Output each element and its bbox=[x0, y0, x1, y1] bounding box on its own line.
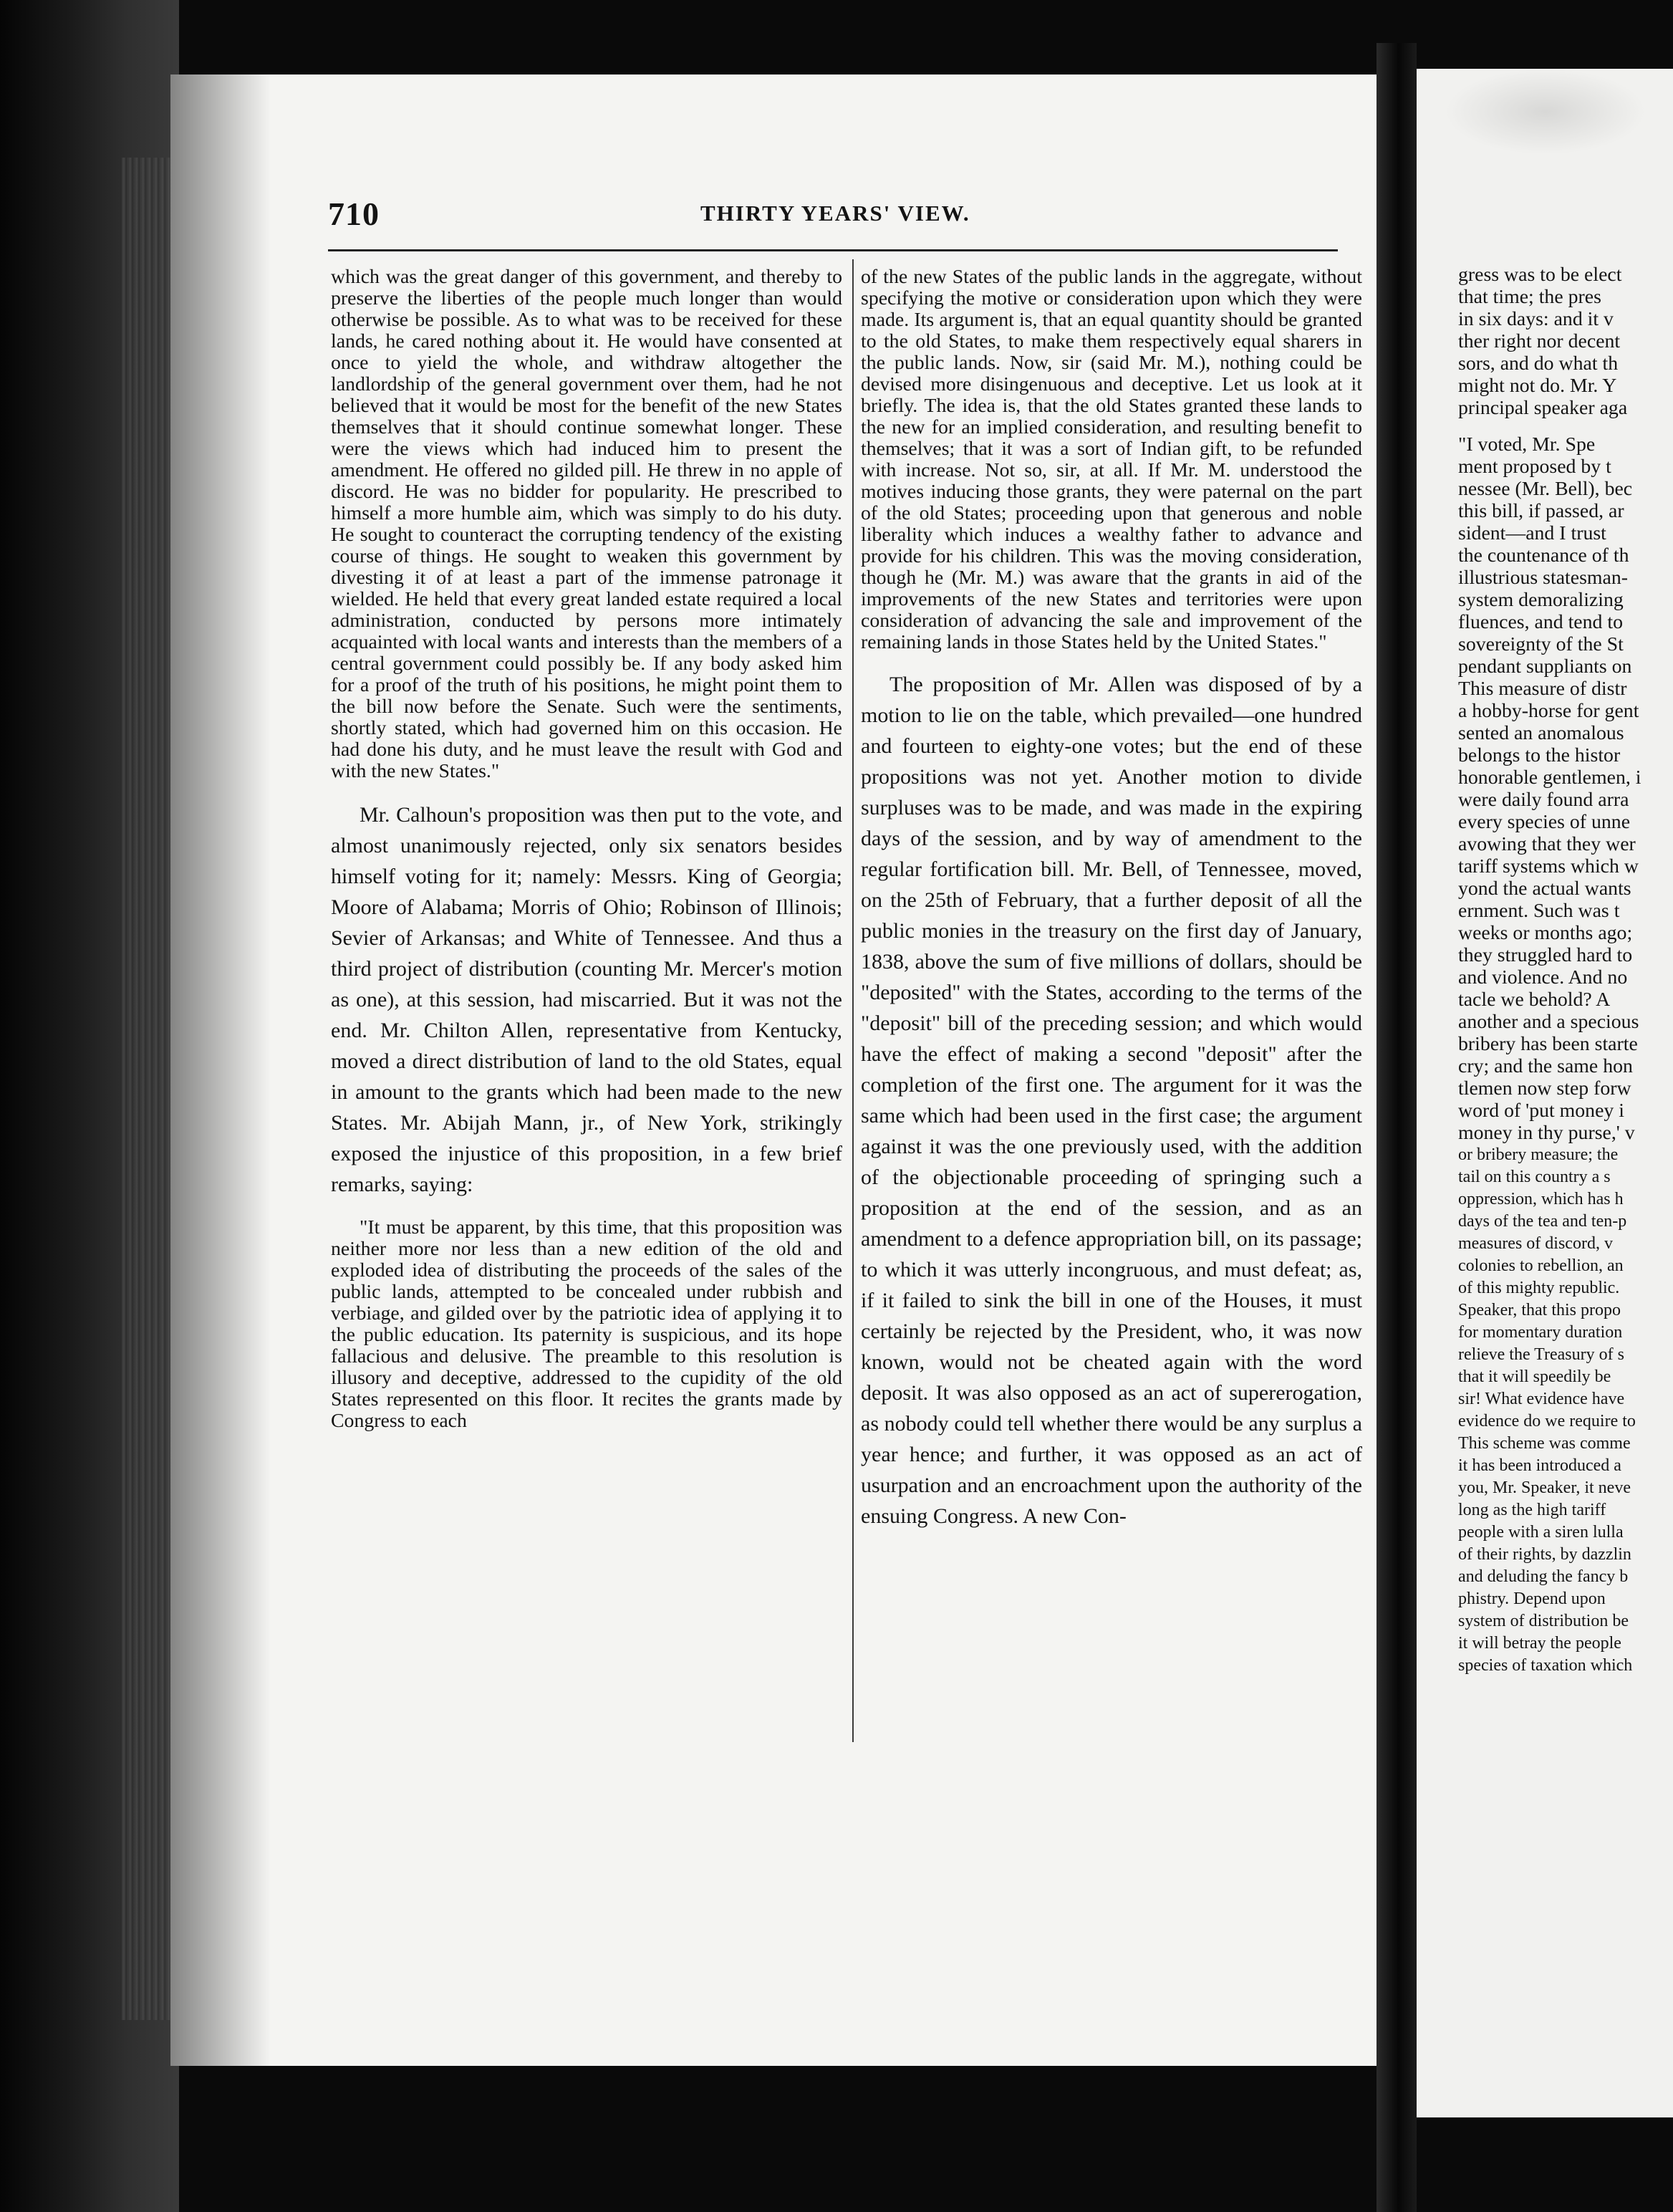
text-line: and violence. And no bbox=[1458, 966, 1628, 989]
text-line: bribery has been starte bbox=[1458, 1033, 1638, 1055]
text-line: yond the actual wants bbox=[1458, 877, 1631, 900]
text-line: measures of discord, v bbox=[1458, 1234, 1613, 1253]
text-line: it will betray the people bbox=[1458, 1634, 1621, 1653]
body-paragraph: The proposition of Mr. Allen was disposed of by a motion to lie on the table, which prevailed—one hundred and fourteen to eighty-one votes; but the end of these propositions was not yet. Another motion to divide surpluses was to be made, and was made in the expiring days of the session, and by way of amendment to the regular fortification bill. Mr. Bell, of Tennessee, moved, on the 25th of February, that a further deposit of all the public monies in the treasury on the first day of January, 1838, above the sum of five millions of dollars, should be "deposited" with the States, according to the terms of the "deposit" bill of the preceding session; and which would have the effect of making a second "deposit" after the completion of the first one. The argument for it was the same which had been used in the first case; the argument against it was the one previously used, with the addition of the objectionable proceeding of springing such a proposition at the end of the session, and as an amendment to a defence appropriation bill, on its passage; to which it was utterly incongruous, and must defeat; as, if it failed to sink the bill in one of the Houses, it must certainly be rejected by the President, who, it was now known, would not be cheated again with the word deposit. It was also opposed as an act of supererogation, as nobody could tell whether there would be any surplus a year hence; and further, it was opposed as an act of usurpation and an encroachment upon the authority of the ensuing Congress. A new Con- bbox=[861, 673, 1362, 1528]
text-line: every species of unne bbox=[1458, 811, 1631, 833]
text-line: sors, and do what th bbox=[1458, 352, 1619, 375]
text-line: this bill, if passed, ar bbox=[1458, 500, 1624, 522]
text-line: fluences, and tend to bbox=[1458, 611, 1624, 633]
facing-paragraph bbox=[1458, 264, 1673, 419]
quote-paragraph: "It must be apparent, by this time, that this proposition was neither more nor less than a new edition of the old and exploded idea of distributing the proceeds of the sales of the public lands, attempted to be concealed under rubbish and verbiage, and gilded over by the patriotic idea of applying it to the public education. Its paternity is suspicious, and its hope fallacious and delusive. The preamble to this resolution is illusory and deceptive, addressed to the cupidity of the old States represented on this floor. It recites the grants made by Congress to each bbox=[331, 1216, 842, 1432]
page-stack-edge bbox=[122, 158, 172, 2020]
quote-paragraph: of the new States of the public lands in the aggregate, without specifying the motive or consideration upon which they were made. Its argument is, that an equal quantity should be granted to the old States, to make them respectively equal sharers in the public lands. Now, sir (said Mr. M.), nothing could be devised more disingenuous and deceptive. Let us look at it briefly. The idea is, that the old States granted these lands to the new for an implied consideration, and resulting benefit to themselves; that it was a sort of Indian gift, to be refunded with increase. Not so, sir, at all. If Mr. M. understood the motives inducing those grants, they were paternal on the part of the old States; proceeding upon that generous and noble liberality which induces a wealthy father to advance and provide for his children. This was the moving consideration, though he (Mr. M.) was aware that the grants in aid of the improvements of the new States and territories were upon consideration of advancing the sale and improvement of the remaining lands in those States held by the United States." bbox=[861, 266, 1362, 653]
text-line: evidence do we require to bbox=[1458, 1412, 1636, 1430]
text-line: that time; the pres bbox=[1458, 286, 1601, 308]
text-line: ment proposed by t bbox=[1458, 456, 1611, 478]
text-line: relieve the Treasury of s bbox=[1458, 1345, 1624, 1364]
text-line: for momentary duration bbox=[1458, 1323, 1623, 1342]
print-smudge bbox=[1445, 69, 1646, 155]
text-line: sir! What evidence have bbox=[1458, 1390, 1625, 1408]
text-line: This measure of distr bbox=[1458, 678, 1627, 700]
text-line: tlemen now step forw bbox=[1458, 1077, 1631, 1100]
text-line: belongs to the histor bbox=[1458, 744, 1621, 766]
text-line: a hobby-horse for gent bbox=[1458, 700, 1639, 722]
running-head bbox=[328, 195, 1338, 238]
book-gutter bbox=[1377, 43, 1417, 2212]
text-line: tacle we behold? A bbox=[1458, 989, 1611, 1011]
text-line: that it will speedily be bbox=[1458, 1367, 1611, 1386]
text-line: gress was to be elect bbox=[1458, 264, 1622, 286]
text-line: ther right nor decent bbox=[1458, 330, 1621, 352]
page-number: 710 bbox=[328, 196, 380, 232]
text-line: illustrious statesman- bbox=[1458, 567, 1629, 589]
text-line: people with a siren lulla bbox=[1458, 1523, 1624, 1542]
text-line: days of the tea and ten-p bbox=[1458, 1212, 1627, 1231]
text-line: you, Mr. Speaker, it neve bbox=[1458, 1478, 1631, 1497]
text-line: sovereignty of the St bbox=[1458, 633, 1624, 655]
text-line: weeks or months ago; bbox=[1458, 922, 1633, 944]
facing-page bbox=[1417, 69, 1673, 2117]
text-line: it has been introduced a bbox=[1458, 1456, 1621, 1475]
text-line: the countenance of th bbox=[1458, 544, 1629, 567]
text-line: species of taxation which bbox=[1458, 1656, 1633, 1675]
text-line: in six days: and it v bbox=[1458, 308, 1614, 330]
text-line: avowing that they wer bbox=[1458, 833, 1636, 855]
text-line: tail on this country a s bbox=[1458, 1168, 1611, 1186]
text-line: another and a specious bbox=[1458, 1011, 1639, 1033]
text-line: or bribery measure; the bbox=[1458, 1145, 1619, 1164]
text-line: and deluding the fancy b bbox=[1458, 1567, 1629, 1586]
text-line: sident—and I trust bbox=[1458, 522, 1606, 544]
text-line: might not do. Mr. Y bbox=[1458, 375, 1617, 397]
text-line: Speaker, that this propo bbox=[1458, 1301, 1621, 1319]
text-line: tariff systems which w bbox=[1458, 855, 1639, 877]
text-line: principal speaker aga bbox=[1458, 397, 1628, 419]
text-line: system demoralizing bbox=[1458, 589, 1624, 611]
page-title: THIRTY YEARS' VIEW. bbox=[700, 201, 970, 226]
text-line: cry; and the same hon bbox=[1458, 1055, 1633, 1077]
left-column bbox=[331, 266, 842, 1432]
text-line: of this mighty republic. bbox=[1458, 1279, 1620, 1297]
text-line: system of distribution be bbox=[1458, 1612, 1629, 1630]
text-line: honorable gentlemen, i bbox=[1458, 766, 1641, 789]
text-line: colonies to rebellion, an bbox=[1458, 1256, 1624, 1275]
text-line: pendant suppliants on bbox=[1458, 655, 1632, 678]
text-line: ernment. Such was t bbox=[1458, 900, 1620, 922]
text-line: long as the high tariff bbox=[1458, 1501, 1606, 1519]
text-line: word of 'put money i bbox=[1458, 1100, 1624, 1122]
quote-paragraph: which was the great danger of this government, and thereby to preserve the liberties of the people much longer than would otherwise be possible. As to what was to be received for these lands, he cared nothing about it. He would have consented at once to yield the whole, and withdraw altogether the landlordship of the general government over them, had he not believed that it would be most for the benefit of the new States themselves that it should continue somewhat longer. These were the views which had induced him to present the amendment. He offered no gilded pill. He threw in no apple of discord. He was no bidder for popularity. He prescribed to himself a more humble aim, which was simply to do his duty. He sought to counteract the corrupting tendency of the existing course of things. He sought to weaken this government by divesting it of at least a part of the immense patronage it wielded. He held that every great landed estate required a local administration, conducted by persons more intimately acquainted with local wants and interests than the members of a central government could possibly be. If any body asked him for a proof of the truth of his positions, he might point them to the bill now before the Senate. Such were the sentiments, shortly stated, which had governed him on this occasion. He had done his duty, and he must leave the result with God and with the new States." bbox=[331, 266, 842, 782]
text-line: were daily found arra bbox=[1458, 789, 1629, 811]
text-line: they struggled hard to bbox=[1458, 944, 1633, 966]
text-line: of their rights, by dazzlin bbox=[1458, 1545, 1631, 1564]
column-rule bbox=[852, 259, 854, 1742]
body-paragraph: Mr. Calhoun's proposition was then put to the vote, and almost unanimously rejected, only six senators besides himself voting for it; namely: Messrs. King of Georgia; Moore of Alabama; Morris of Ohio; Robinson of Illinois; Sevier of Arkansas; and White of Tennessee. And thus a third project of distribution (counting Mr. Mercer's motion as one), at this session, had miscarried. But it was not the end. Mr. Chilton Allen, representative from Kentucky, moved a direct distribution of land to the old States, equal in amount to the grants which had been made to the new States. Mr. Abijah Mann, jr., of New York, strikingly exposed the injustice of this proposition, in a few brief remarks, saying: bbox=[331, 803, 842, 1196]
text-line: nessee (Mr. Bell), bec bbox=[1458, 478, 1633, 500]
right-column bbox=[861, 266, 1362, 1531]
text-line: oppression, which has h bbox=[1458, 1190, 1624, 1208]
text-line: sented an anomalous bbox=[1458, 722, 1624, 744]
text-line: phistry. Depend upon bbox=[1458, 1590, 1606, 1608]
facing-paragraph bbox=[1458, 433, 1673, 1677]
facing-page-column bbox=[1458, 264, 1673, 1677]
text-line: "I voted, Mr. Spe bbox=[1458, 433, 1596, 456]
header-rule bbox=[328, 249, 1338, 251]
text-line: money in thy purse,' v bbox=[1458, 1122, 1635, 1144]
text-line: This scheme was comme bbox=[1458, 1434, 1631, 1453]
